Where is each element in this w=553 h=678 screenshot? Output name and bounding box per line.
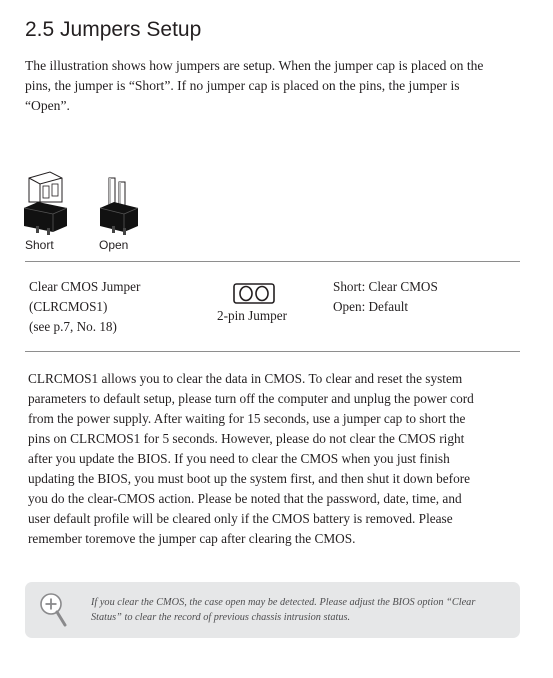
note-box xyxy=(25,582,520,638)
note-text: If you clear the CMOS, the case open may be detected. Please adjust the BIOS option “Clear Status” to clear the record of previous chassis intrusion status. xyxy=(91,597,476,623)
table-bottom-rule xyxy=(25,351,520,352)
short-label: Short xyxy=(25,238,54,252)
section-title: 2.5 Jumpers Setup xyxy=(25,18,202,41)
jumper-type-label: 2-pin Jumper xyxy=(217,308,287,323)
open-jumper-graphic xyxy=(100,178,138,235)
two-pin-jumper-icon xyxy=(233,283,275,304)
jumper-name: Clear CMOS Jumper (CLRCMOS1) (see p.7, No. 18) xyxy=(29,279,141,334)
intro-paragraph: The illustration shows how jumpers are setup. When the jumper cap is placed on the pins, the jumper is “Short”. If no jumper cap is placed on the pins, the jumper is “Open”. xyxy=(25,58,484,113)
short-jumper-graphic xyxy=(24,172,67,235)
clrcmos-description: CLRCMOS1 allows you to clear the data in CMOS. To clear and reset the system parameters to default setup, please turn off the computer and unplug the power cord from the power supply. After waiting for 15 seconds, use a jumper cap to short the pins on CLRCMOS1 for 5 seconds. However, please do not clear the CMOS right after you update the BIOS. If you need to clear the CMOS when you just finish updating the BIOS, you must boot up the system first, and then shut it down before you do the clear-CMOS action. Please be noted that the password, date, time, and user default profile will be cleared only if the CMOS battery is removed. Please remember toremove the jumper cap after clearing the CMOS. xyxy=(28,371,474,546)
jumper-settings: Short: Clear CMOS Open: Default xyxy=(333,279,438,314)
table-top-rule xyxy=(25,261,520,262)
magnifier-plus-icon xyxy=(39,592,69,628)
open-label: Open xyxy=(99,238,129,252)
